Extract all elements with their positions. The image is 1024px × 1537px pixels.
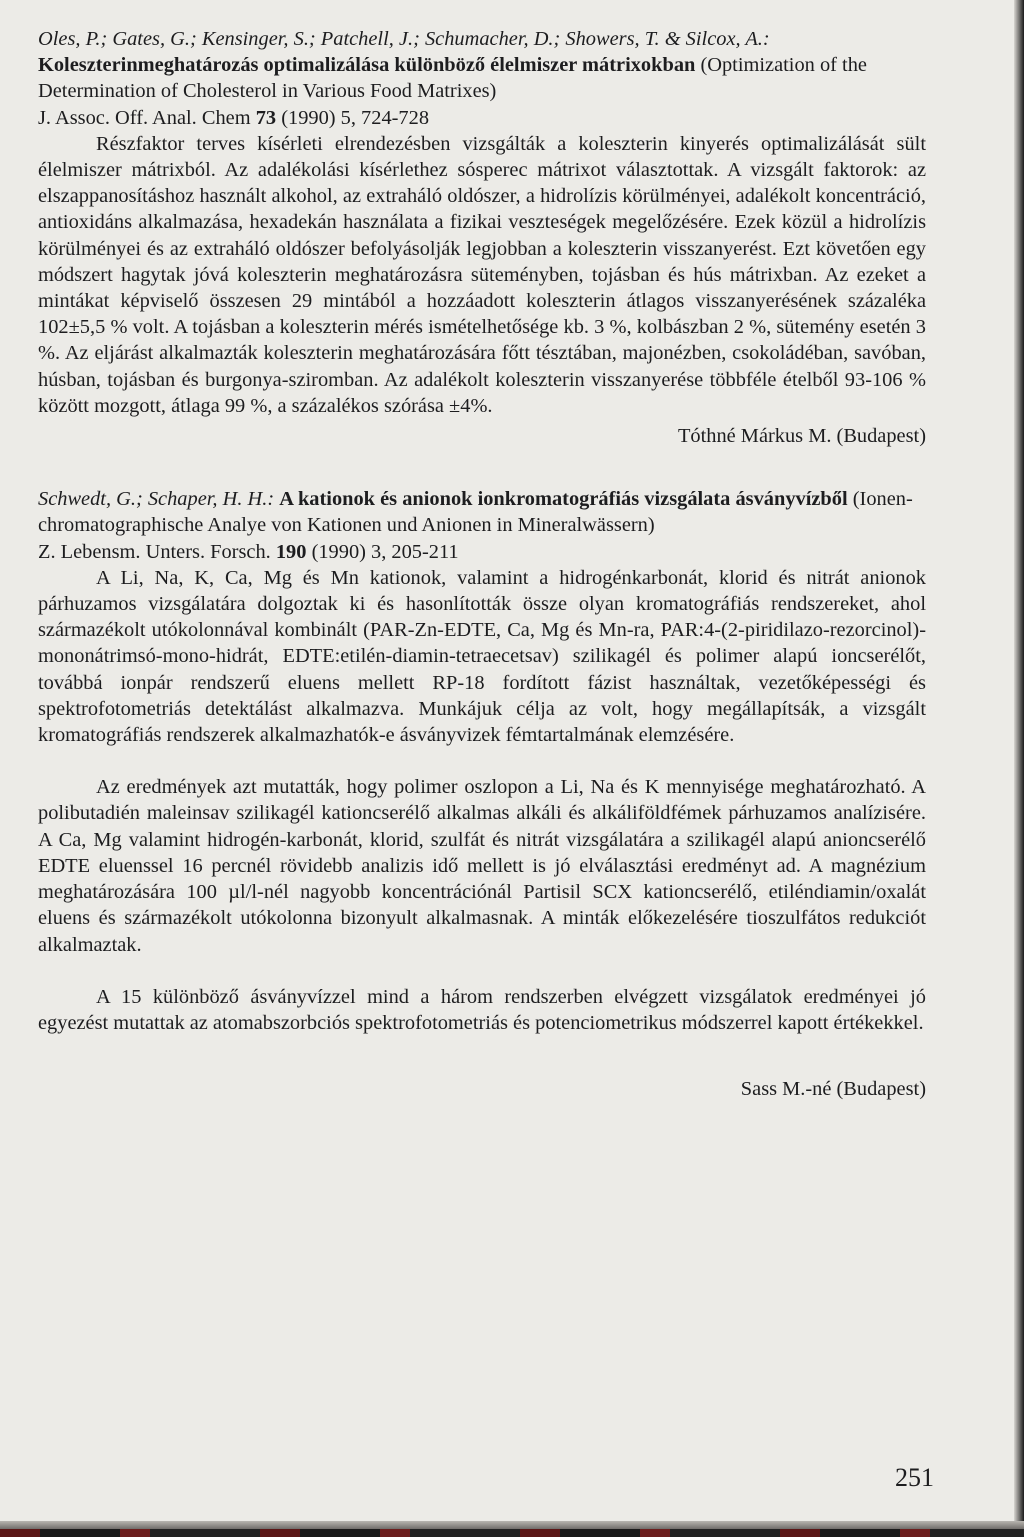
article-oles bbox=[38, 26, 926, 449]
reviewer-signature: Sass M.-né (Budapest) bbox=[740, 1078, 926, 1101]
abstract-paragraph: A Li, Na, K, Ca, Mg és Mn kationok, valamint a hidrogénkarbonát, klorid és nitrát anionok párhuzamos vizsgálatára dolgoztak ki és hasonlították össze olyan kromatográfiás rendszereket, ahol származékolt utókolonnával kombinált (PAR-Zn-EDTE, Ca, Mg és Mn-ra, PAR:4-(2-piridilazo-rezorcinol)-mononátrimsó-mono-hidrát, EDTE:etilén-diamin-tetraecetsav) szilikagél és polimer alapú ioncserélőt, továbbá ionpár rendszerű eluens mellett RP-18 fordított fázist használtak, vezetőképességi és spektrofotometriás detektálást alkalmazva. Munkájuk célja az volt, hogy megállapítsák, a vizsgált kromatográfiás rendszerek alkalmazhatók-e ásványvizek fémtartalmának elemzésére. bbox=[38, 566, 926, 747]
citation-issue: (1990) 5, 724-728 bbox=[281, 106, 430, 129]
citation-journal: Z. Lebensm. Unters. Forsch. bbox=[38, 540, 271, 563]
article-title-hungarian: Koleszterinmeghatározás optimalizálása különböző élelmiszer mátrixokban bbox=[38, 54, 696, 77]
article-authors: Schwedt, G.; Schaper, H. H.: bbox=[38, 488, 275, 511]
article-reference bbox=[38, 26, 926, 131]
article-schwedt bbox=[38, 486, 926, 1102]
article-reference bbox=[38, 486, 926, 565]
reviewer-signature: Tóthné Márkus M. (Budapest) bbox=[677, 425, 926, 448]
article-authors: Oles, P.; Gates, G.; Kensinger, S.; Patchell, J.; Schumacher, D.; Showers, T. & Silcox, A.: bbox=[38, 28, 770, 50]
citation-volume: 73 bbox=[255, 106, 277, 129]
abstract-paragraph: Az eredmények azt mutatták, hogy polimer oszlopon a Li, Na és K mennyisége meghatározható. A polibutadién maleinsav szilikagél kationcserélő alkalmas alkáli és alkáliföldfémek párhuzamos analízisére. A Ca, Mg valamint hidrogén-karbonát, klorid, szulfát és nitrát vizsgálatára a szilikagél alapú anioncserélő EDTE eluenssel 16 percnél rövidebb analizis idő mellett is jó elválasztási eredményt ad. A magnézium meghatározására 100 µl/l-nél nagyobb koncentrációnál Partisil SCX kationcserélő, etiléndiamin/oxalát eluens és származékolt utókolonna bizonyult alkalmasnak. A minták előkezelésére tioszulfátos redukciót alkalmaztak. bbox=[38, 776, 926, 956]
scan-edge-right bbox=[1014, 0, 1024, 1537]
article-title-original: (Optimization of the Determination of Cholesterol in Various Food Matrixes) bbox=[38, 54, 867, 103]
citation-volume: 190 bbox=[275, 540, 307, 563]
citation-issue: (1990) 3, 205-211 bbox=[311, 540, 459, 563]
article-title-original: (Ionen-chromatographische Analye von Kationen und Anionen in Mineralwässern) bbox=[38, 488, 913, 537]
citation-journal: J. Assoc. Off. Anal. Chem bbox=[38, 106, 251, 129]
page-content bbox=[38, 26, 926, 1102]
abstract-paragraph: Részfaktor terves kísérleti elrendezésben vizsgálták a koleszterin kinyerés optimalizálását sült élelmiszer mátrixból. Az adalékolási kísérlethez sósperec mátrixot választottak. A vizsgált faktorok: az elszappanosításhoz használt alkohol, az extraháló oldószer, a hidrolízis körülményei, adalékolt koncentráció, antioxidáns alkalmazása, hexadekán használata a fizikai veszteségek megelőzésére. Ezek közül a hidrolízis körülményei és az extraháló oldószer befolyásolják legjobban a koleszterin visszanyerést. Ezt követően egy módszert hagytak jóvá koleszterin meghatározásra süteményben, tojásban és hús mátrixban. Az ezeket a mintákat képviselő összesen 29 mintából a hozzáadott koleszterin átlagos visszanyerésének százaléka 102±5,5 % volt. A tojásban a koleszterin mérés ismételhetősége kb. 3 %, kolbászban 2 %, sütemény esetén 3 %. Az eljárást alkalmazták koleszterin meghatározására főtt tésztában, majonézben, csokoládéban, savóban, húsban, tojásban és burgonya-sziromban. Az adalékolt koleszterin visszanyerése többféle ételből 93-106 % között mozgott, átlaga 99 %, a százalékos szórása ±4%. bbox=[38, 132, 926, 417]
scan-edge-bottom bbox=[0, 1521, 1024, 1537]
abstract-paragraph: A 15 különböző ásványvízzel mind a három rendszerben elvégzett vizsgálatok eredményei jó egyezést mutattak az atomabszorbciós spektrofotometriás és potenciometrikus módszerrel kapott értékekkel. bbox=[38, 985, 926, 1034]
article-title-hungarian: A kationok és anionok ionkromatográfiás vizsgálata ásványvízből bbox=[279, 488, 848, 511]
page-number: 251 bbox=[895, 1463, 934, 1492]
